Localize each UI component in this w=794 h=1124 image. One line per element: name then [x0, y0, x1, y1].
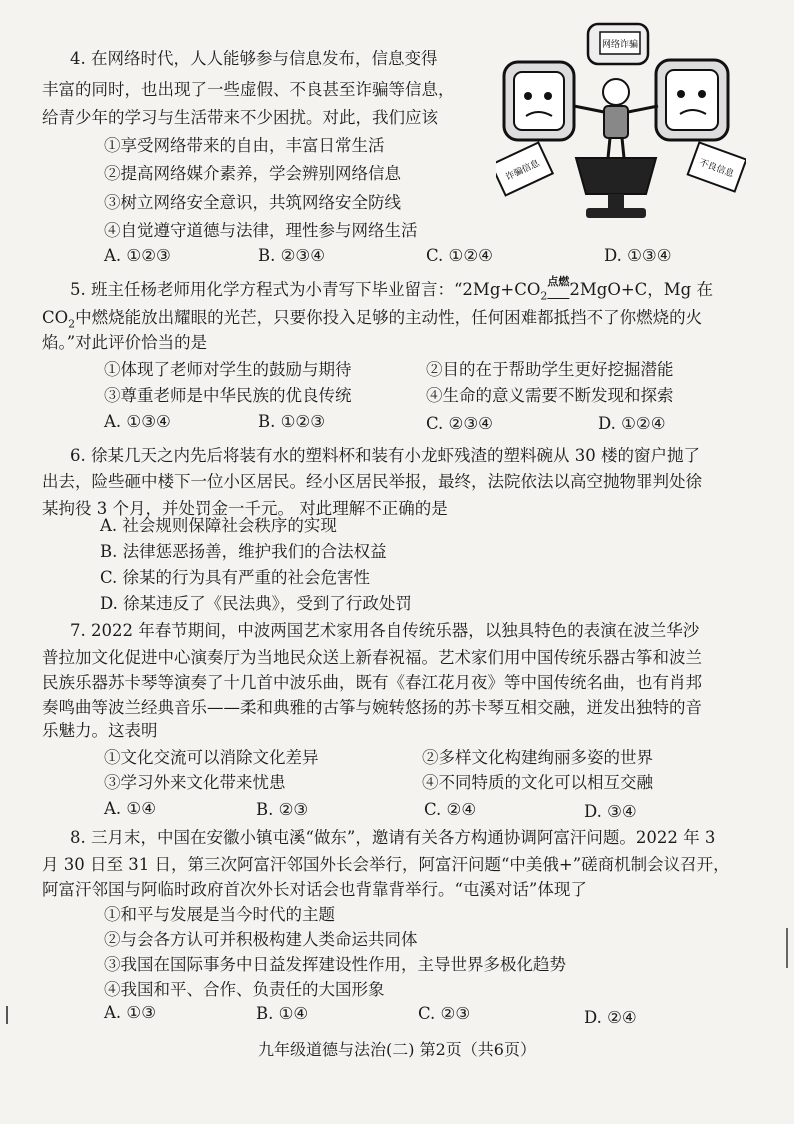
q8-item-4: ④我国和平、合作、负责任的大国形象 — [104, 980, 385, 999]
left-monitor-screen — [514, 72, 564, 130]
trophy-stem — [608, 194, 624, 208]
cartoon-label-right: 不良信息 — [697, 158, 735, 180]
q5-stem-line3: 焰。”对此评价恰当的是 — [42, 333, 208, 352]
cartoon-label-top: 网络诈骗 — [601, 40, 639, 50]
q8-choice-b[interactable]: B. ①④ — [256, 1004, 309, 1023]
q5-stem-text-a: 5. 班主任杨老师用化学方程式为小青写下毕业留言：“2Mg+CO — [70, 280, 541, 299]
q6-choice-c[interactable]: C. 徐某的行为具有严重的社会危害性 — [100, 568, 371, 587]
q4-choice-c[interactable]: C. ①②④ — [426, 246, 493, 265]
q5-item-4: ④生命的意义需要不断发现和探索 — [426, 386, 674, 405]
q4-item-2: ②提高网络媒介素养，学会辨别网络信息 — [104, 164, 401, 183]
q5-co-text: CO — [42, 308, 69, 327]
right-monitor-eye — [698, 90, 706, 98]
q5-item-1: ①体现了老师对学生的鼓励与期待 — [104, 360, 352, 379]
q6-stem-line1: 6. 徐某几天之内先后将装有水的塑料杯和装有小龙虾残渣的塑料碗从 30 楼的窗户抛了 — [70, 446, 700, 465]
q4-choice-b[interactable]: B. ②③④ — [258, 246, 325, 265]
q8-item-1: ①和平与发展是当今时代的主题 — [104, 905, 335, 924]
q5-stem-text-b: 2MgO+C，Mg 在 — [569, 280, 713, 299]
kid-arm — [574, 106, 604, 112]
q5-item-2: ②目的在于帮助学生更好挖掘潜能 — [426, 360, 674, 379]
left-edge-mark — [6, 1006, 14, 1024]
q4-item-1: ①享受网络带来的自由，丰富日常生活 — [104, 136, 385, 155]
q7-choice-a[interactable]: A. ①④ — [104, 799, 156, 818]
q8-choice-c[interactable]: C. ②③ — [418, 1004, 471, 1023]
q8-stem-line1: 8. 三月末，中国在安徽小镇屯溪“做东”，邀请有关各方构通协调阿富汗问题。2022 年 3 — [70, 828, 716, 847]
q4-choice-a[interactable]: A. ①②③ — [104, 246, 171, 265]
q4-stem-line3: 给青少年的学习与生活带来不少困扰。对此，我们应该 — [42, 108, 438, 127]
q7-choice-c[interactable]: C. ②④ — [424, 800, 477, 819]
q8-stem-line3: 阿富汗邻国与阿临时政府首次外长对话会也背靠背举行。“屯溪对话”体现了 — [42, 880, 587, 899]
q7-stem-line3: 民族乐器苏卡琴等演奏了十几首中波乐曲，既有《春江花月夜》等中国传统名曲，也有肖邦 — [42, 673, 702, 692]
q6-choice-b[interactable]: B. 法律惩恶扬善，维护我们的合法权益 — [100, 542, 387, 561]
q7-item-3: ③学习外来文化带来忧患 — [104, 773, 286, 792]
q8-choice-d[interactable]: D. ②④ — [584, 1008, 637, 1027]
q5-choice-c[interactable]: C. ②③④ — [426, 414, 493, 433]
q5-subscript: 2 — [540, 289, 548, 303]
q5-choice-b[interactable]: B. ①②③ — [258, 412, 325, 431]
q7-item-1: ①文化交流可以消除文化差异 — [104, 748, 319, 767]
q7-stem-line4: 奏鸣曲等波兰经典音乐——柔和典雅的古筝与婉转悠扬的苏卡琴互相交融，迸发出独特的音 — [42, 698, 702, 717]
q8-item-2: ②与会各方认可并积极构建人类命运共同体 — [104, 930, 418, 949]
left-monitor-eye — [544, 92, 552, 100]
trophy-cup — [576, 158, 656, 194]
q5-reaction-condition — [547, 275, 570, 299]
q5-choice-a[interactable]: A. ①③④ — [104, 412, 171, 431]
q5-co-subscript: 2 — [68, 317, 76, 331]
q6-stem-line2: 出去，险些砸中楼下一位小区居民。经小区居民举报，最终，法院依法以高空抛物罪判处徐 — [42, 472, 702, 491]
q7-stem-line5: 乐魅力。这表明 — [42, 721, 158, 740]
q6-choice-a[interactable]: A. 社会规则保障社会秩序的实现 — [100, 516, 337, 535]
right-monitor-eye — [677, 90, 685, 98]
q7-item-2: ②多样文化构建绚丽多姿的世界 — [422, 748, 653, 767]
q8-stem-line2: 月 30 日至 31 日，第三次阿富汗邻国外长会举行，阿富汗问题“中美俄+”磋商机制会议召开， — [42, 855, 730, 874]
q4-item-4: ④自觉遵守道德与法律，理性参与网络生活 — [104, 221, 418, 240]
q8-item-3: ③我国在国际事务中日益发挥建设性作用，主导世界多极化趋势 — [104, 955, 566, 974]
trophy-base — [586, 208, 646, 218]
q8-choice-a[interactable]: A. ①③ — [104, 1003, 156, 1022]
kid-body — [604, 106, 628, 138]
q5-stem-line2-text: 中燃烧能放出耀眼的光芒，只要你投入足够的主动性，任何困难都抵挡不了你燃烧的火 — [75, 308, 703, 327]
right-monitor-screen — [666, 70, 718, 130]
q6-choice-d[interactable]: D. 徐某违反了《民法典》，受到了行政处罚 — [100, 594, 412, 613]
q4-cartoon-illustration — [496, 22, 746, 227]
q5-stem-line1 — [70, 275, 713, 308]
q4-choice-d[interactable]: D. ①③④ — [604, 246, 672, 265]
q5-item-3: ③尊重老师是中华民族的优良传统 — [104, 386, 352, 405]
right-edge-mark — [778, 928, 788, 968]
q4-stem-line1: 4. 在网络时代，人人能够参与信息发布，信息变得 — [70, 49, 438, 68]
kid-leg — [622, 138, 624, 158]
q4-item-3: ③树立网络安全意识，共筑网络安全防线 — [104, 193, 401, 212]
q7-stem-line1: 7. 2022 年春节期间，中波两国艺术家用各自传统乐器，以独具特色的表演在波兰华沙 — [70, 621, 700, 640]
kid-arm — [628, 106, 658, 112]
cartoon-label-left: 诈骗信息 — [504, 158, 542, 183]
cartoon-svg — [496, 22, 746, 227]
q7-choice-b[interactable]: B. ②③ — [256, 800, 309, 819]
q7-stem-line2: 普拉加文化促进中心演奏厅为当地民众送上新春祝福。艺术家们用中国传统乐器古筝和波兰 — [42, 648, 702, 667]
q5-condition-label: 点燃 — [547, 275, 570, 288]
q4-stem-line2: 丰富的同时，也出现了一些虚假、不良甚至诈骗等信息， — [42, 80, 455, 99]
kid-head — [603, 79, 629, 105]
q7-choice-d[interactable]: D. ③④ — [584, 802, 637, 821]
q6-stem-line3: 某拘役 3 个月，并处罚金一千元。 对此理解不正确的是 — [42, 499, 448, 518]
q7-item-4: ④不同特质的文化可以相互交融 — [422, 773, 653, 792]
kid-leg — [608, 138, 610, 158]
left-monitor-eye — [524, 92, 532, 100]
q5-choice-d[interactable]: D. ①②④ — [598, 414, 666, 433]
page-footer: 九年级道德与法治(二) 第2页（共6页） — [258, 1040, 536, 1059]
